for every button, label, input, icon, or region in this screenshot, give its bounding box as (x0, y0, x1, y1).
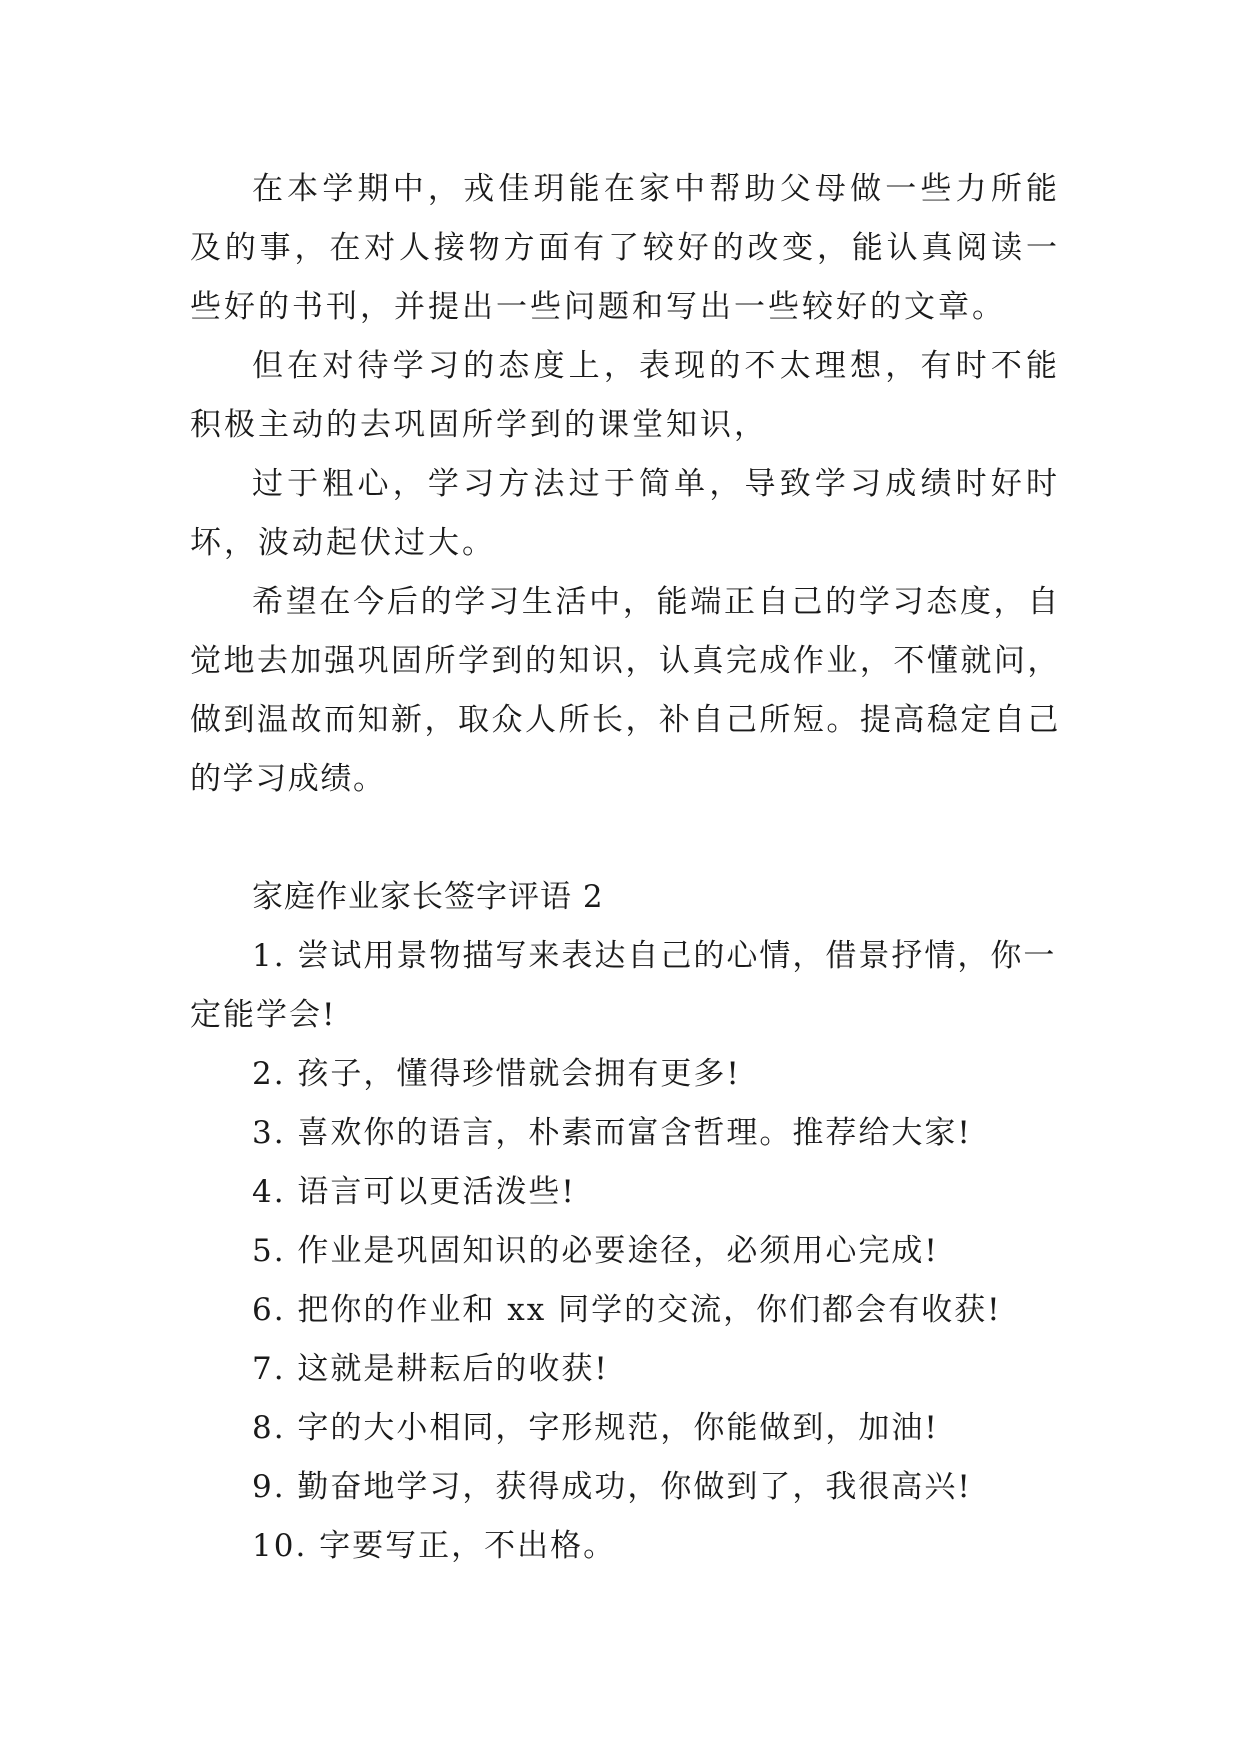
body-paragraph: 在本学期中，戎佳玥能在家中帮助父母做一些力所能及的事，在对人接物方面有了较好的改变，能认真阅读一些好的书刊，并提出一些问题和写出一些较好的文章。 (190, 171, 1060, 325)
body-paragraph: 希望在今后的学习生活中，能端正自己的学习态度，自觉地去加强巩固所学到的知识，认真完成作业，不懂就问，做到温故而知新，取众人所长，补自己所短。提高稳定自己的学习成绩。 (190, 584, 1060, 797)
list-item: 8. 字的大小相同，字形规范，你能做到，加油! (252, 1410, 939, 1446)
list-item: 1. 尝试用景物描写来表达自己的心情，借景抒情，你一定能学会! (190, 938, 1057, 1033)
list-item: 9. 勤奋地学习，获得成功，你做到了，我很高兴! (252, 1469, 972, 1505)
list-item: 6. 把你的作业和 xx 同学的交流，你们都会有收获! (252, 1292, 1002, 1328)
list-item: 7. 这就是耕耘后的收获! (252, 1351, 609, 1387)
list-item: 5. 作业是巩固知识的必要途径，必须用心完成! (252, 1233, 939, 1269)
list-item: 2. 孩子，懂得珍惜就会拥有更多! (252, 1056, 741, 1092)
section-title: 家庭作业家长签字评语 2 (252, 879, 604, 915)
list-item: 4. 语言可以更活泼些! (252, 1174, 576, 1210)
list-item: 3. 喜欢你的语言，朴素而富含哲理。推荐给大家! (252, 1115, 972, 1151)
body-paragraph: 但在对待学习的态度上，表现的不太理想，有时不能积极主动的去巩固所学到的课堂知识， (190, 348, 1060, 443)
document-body (190, 160, 1060, 1576)
list-item: 10. 字要写正，不出格。 (252, 1528, 617, 1564)
section-spacer (190, 809, 1060, 868)
body-paragraph: 过于粗心，学习方法过于简单，导致学习成绩时好时坏，波动起伏过大。 (190, 466, 1060, 561)
